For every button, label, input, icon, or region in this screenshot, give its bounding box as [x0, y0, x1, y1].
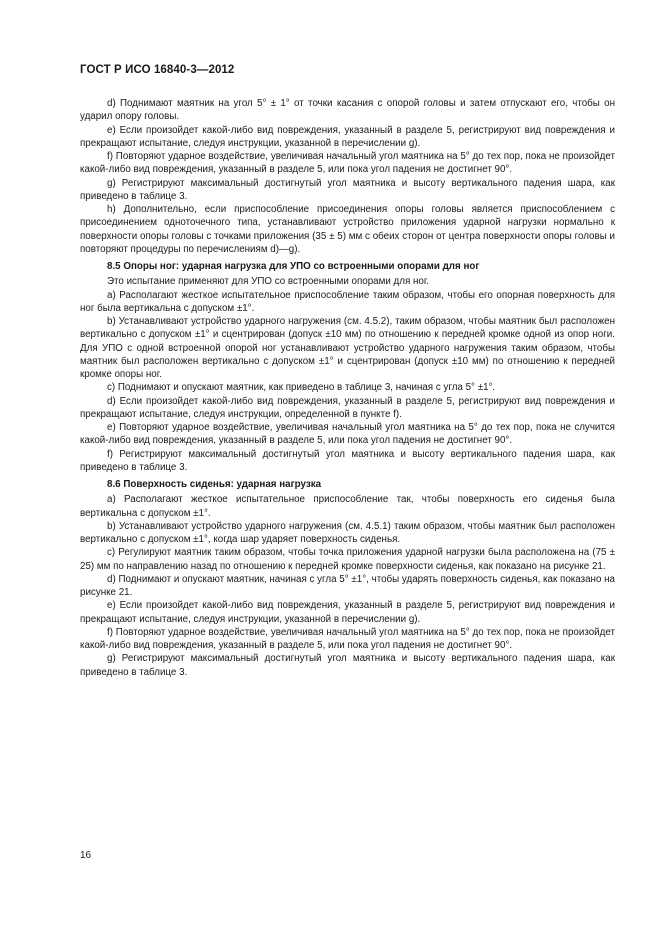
- paragraph: c) Регулируют маятник таким образом, чтобы точка приложения ударной нагрузки была расположена на (75 ± 25) мм по направлению назад по отношению к передней кромке поверхности сиденья, как показано на рисунке 21.: [80, 547, 615, 572]
- paragraph: f) Повторяют ударное воздействие, увеличивая начальный угол маятника на 5° до тех пор, пока не произойдет какой-либо вид повреждения, указанный в разделе 5, или пока угол падения не достигнет 90°.: [80, 626, 615, 651]
- paragraph: g) Регистрируют максимальный достигнутый угол маятника и высоту вертикального падения шара, как приведено в таблице 3.: [80, 653, 615, 678]
- paragraph: Это испытание применяют для УПО со встроенными опорами для ног.: [107, 276, 429, 288]
- paragraph: b) Устанавливают устройство ударного нагружения (см. 4.5.1) таким образом, чтобы маятник был расположен вертикально с допуском ±1°, когда шар ударяет поверхность сиденья.: [80, 520, 615, 545]
- paragraph: e) Если произойдет какой-либо вид повреждения, указанный в разделе 5, регистрируют вид повреждения и прекращают испытание, следуя инструкции, указанной в перечислении g).: [80, 600, 615, 625]
- paragraph: g) Регистрируют максимальный достигнутый угол маятника и высоту вертикального падения шара, как приведено в таблице 3.: [80, 177, 615, 202]
- page-number: 16: [80, 850, 92, 861]
- paragraph: d) Поднимают и опускают маятник, начиная с угла 5° ±1°, чтобы ударять поверхность сиденья, как показано на рисунке 21.: [80, 573, 615, 598]
- paragraph: f) Регистрируют максимальный достигнутый угол маятника и высоту вертикального падения шара, как приведено в таблице 3.: [80, 448, 615, 473]
- section-heading-8-6: 8.6 Поверхность сиденья: ударная нагрузка: [107, 479, 322, 490]
- paragraph: e) Если произойдет какой-либо вид повреждения, указанный в разделе 5, регистрируют вид повреждения и прекращают испытание, следуя инструкции, указанной в перечислении g).: [80, 124, 615, 149]
- section-heading-8-5: 8.5 Опоры ног: ударная нагрузка для УПО со встроенными опорами для ног: [107, 261, 480, 272]
- paragraph: a) Располагают жесткое испытательное приспособление так, чтобы поверхность его сиденья была вертикальна с допуском ±1°.: [80, 494, 615, 519]
- paragraph: b) Устанавливают устройство ударного нагружения (см. 4.5.2), таким образом, чтобы маятник был расположен вертикально с допуском ±1° и сцентрирован (допуск ±10 мм) по отношению к передней кромке одной из опор ноги. Для УПО с одной встроенной опорой ног устанавливают устройство ударного нагружения таким образом, чтобы маятник был расположен вертикально с допуском ±1° и сцентрирован (допуск ±10 мм) по отношению к передней кромке опоры ног.: [80, 316, 615, 380]
- document-body: [80, 97, 615, 679]
- paragraph: d) Поднимают маятник на угол 5° ± 1° от точки касания с опорой головы и затем отпускают его, чтобы он ударил опору головы.: [80, 98, 615, 123]
- paragraph: c) Поднимают и опускают маятник, как приведено в таблице 3, начиная с угла 5° ±1°.: [107, 382, 496, 394]
- paragraph: a) Располагают жесткое испытательное приспособление таким образом, чтобы его опорная поверхность для ног была вертикальна с допуском ±1°.: [80, 289, 615, 314]
- paragraph: d) Если произойдет какой-либо вид повреждения, указанный в разделе 5, регистрируют вид повреждения и прекращают испытание, следуя инструкции, определенной в пункте f).: [80, 395, 615, 420]
- document-header: ГОСТ Р ИСО 16840-3—2012: [80, 64, 235, 76]
- paragraph: e) Повторяют ударное воздействие, увеличивая начальный угол маятника на 5° до тех пор, пока не случится какой-либо вид повреждения, указанный в разделе 5, или пока угол падения не достигнет 90°.: [80, 422, 615, 447]
- paragraph: h) Дополнительно, если приспособление присоединения опоры головы является приспособлением с присоединением одноточечного типа, устанавливают устройство приложения ударной нагрузки нормально к поверхности опоры головы с точками приложения (35 ± 5) мм с обеих сторон от центра поверхности опоры головы и повторяют процедуры по перечислениям d)—g).: [80, 204, 615, 255]
- paragraph: f) Повторяют ударное воздействие, увеличивая начальный угол маятника на 5° до тех пор, пока не произойдет какой-либо вид повреждения, указанный в разделе 5, или пока угол падения не достигнет 90°.: [80, 151, 615, 176]
